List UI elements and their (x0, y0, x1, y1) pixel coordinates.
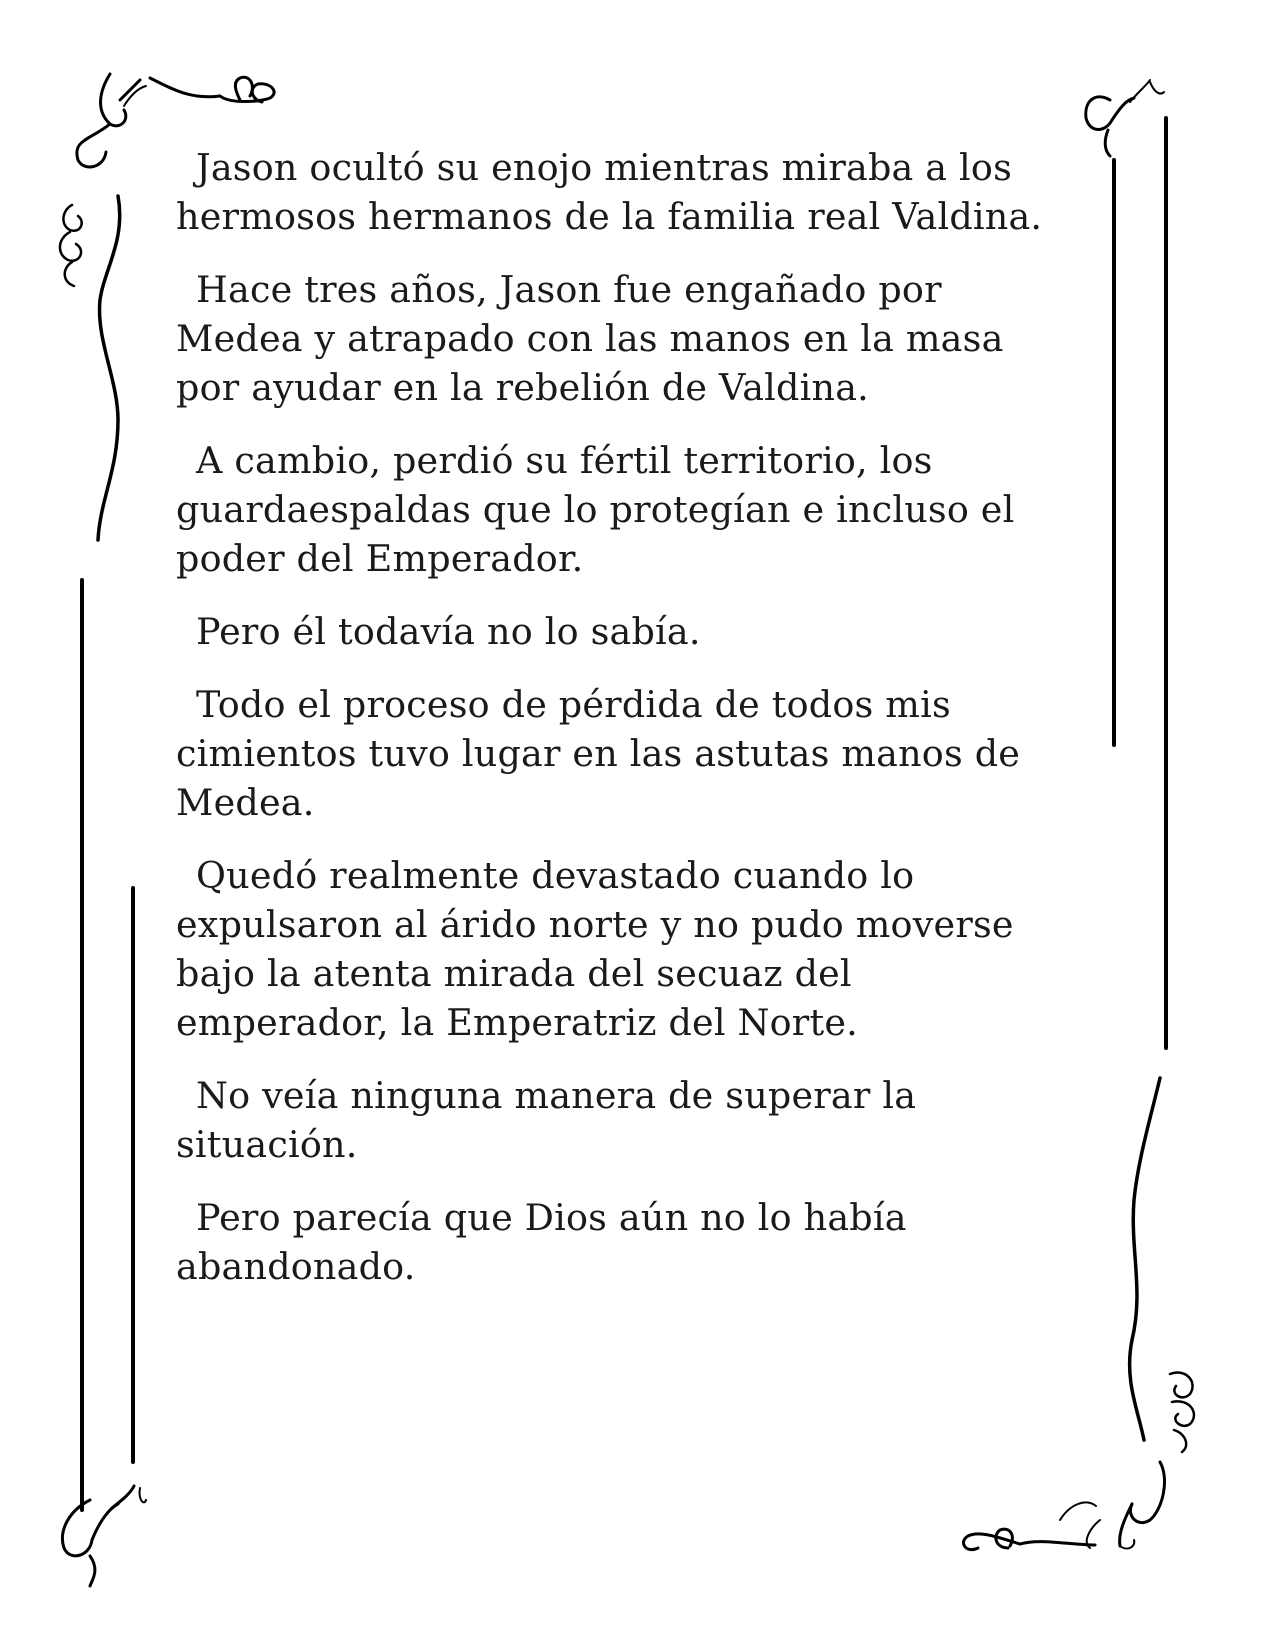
paragraph-7: No veía ninguna manera de superar la situación. (176, 1074, 917, 1166)
paragraph-1: Jason ocultó su enojo mientras miraba a los hermosos hermanos de la familia real Valdina. (176, 146, 1043, 238)
paragraph-3: A cambio, perdió su fértil territorio, los guardaespaldas que lo protegían e incluso el poder del Emperador. (176, 439, 1015, 580)
paragraph-4: Pero él todavía no lo sabía. (196, 610, 701, 653)
paragraph-2: Hace tres años, Jason fue engañado por Medea y atrapado con las manos en la masa por ayudar en la rebelión de Valdina. (176, 268, 1004, 409)
top-right-flourish (1086, 80, 1164, 156)
story-text (176, 143, 1096, 1315)
paragraph-5: Todo el proceso de pérdida de todos mis cimientos tuvo lugar en las astutas manos de Medea. (176, 683, 1021, 824)
paragraph-8: Pero parecía que Dios aún no lo había abandonado. (176, 1196, 907, 1288)
bottom-left-flourish (62, 1486, 146, 1586)
paragraph-6: Quedó realmente devastado cuando lo expulsaron al árido norte y no pudo moverse bajo la atenta mirada del secuaz del emperador, la Emperatriz del Norte. (176, 854, 1014, 1044)
